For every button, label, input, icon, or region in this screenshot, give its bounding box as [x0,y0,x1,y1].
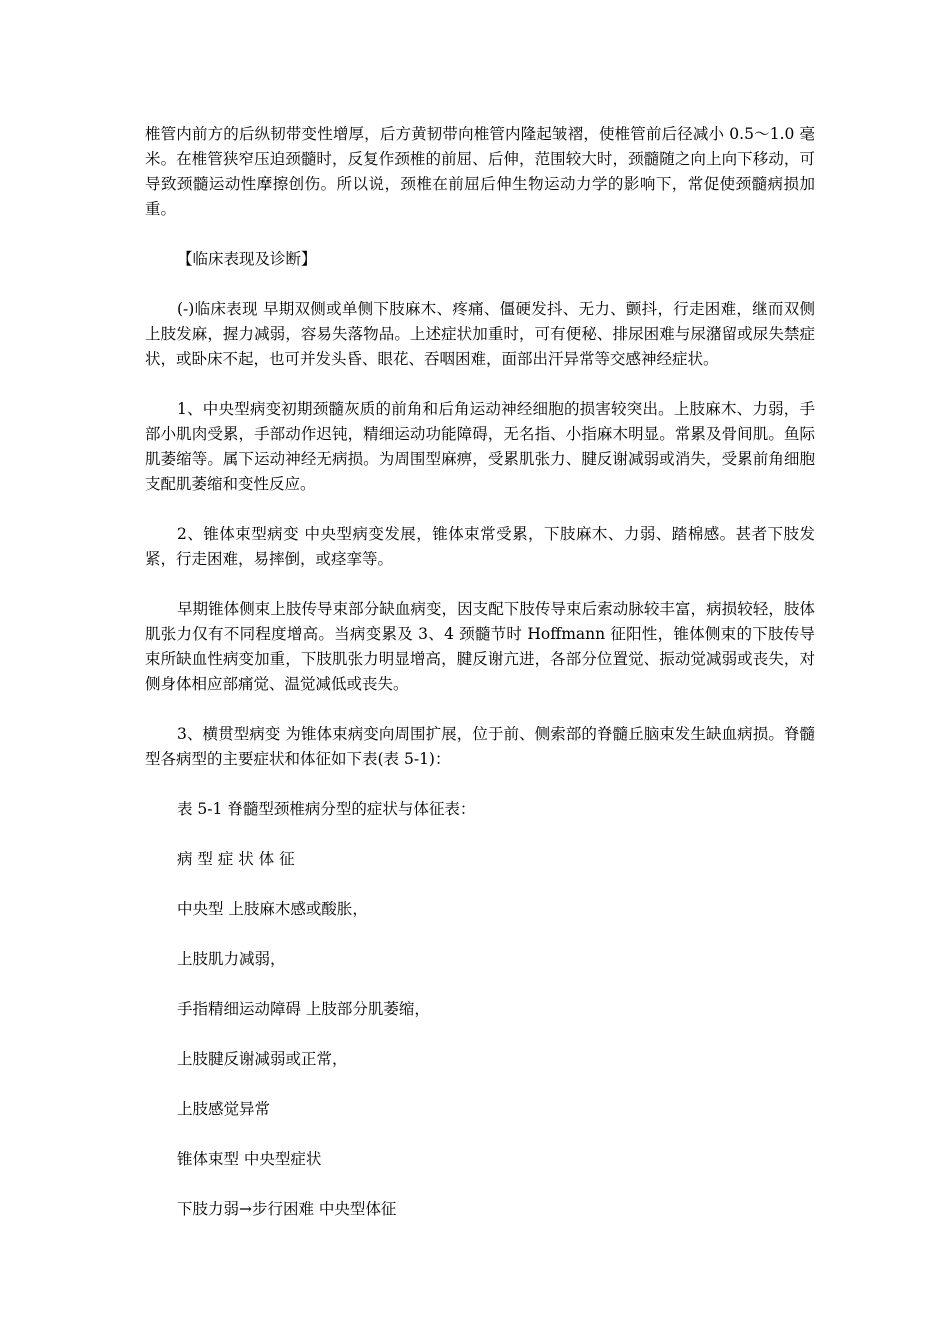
paragraph-transverse-type: 3、横贯型病变 为锥体束病变向周围扩展，位于前、侧索部的脊髓丘脑束发生缺血病损。脊髓型各病型的主要症状和体征如下表(表 5-1)： [145,725,815,768]
table-line: 下肢力弱→步行困难 中央型体征 [177,1200,397,1218]
paragraph-clinical: (-)临床表现 早期双侧或单侧下肢麻木、疼痛、僵硬发抖、无力、颤抖，行走困难，继而双侧上肢发麻，握力减弱，容易失落物品。上述症状加重时，可有便秘、排尿困难与尿潴留或尿失禁症状，或卧床不起，也可并发头昏、眼花、吞咽困难，面部出汗异常等交感神经症状。 [145,300,815,368]
paragraph-pyramidal-type: 2、锥体束型病变 中央型病变发展，锥体束常受累，下肢麻木、力弱、踏棉感。甚者下肢发紧，行走困难，易摔倒，或痉挛等。 [145,525,815,568]
table-line: 上肢感觉异常 [177,1100,271,1118]
table-caption: 表 5-1 脊髓型颈椎病分型的症状与体征表： [177,800,476,818]
table-line: 病 型 症 状 体 征 [177,850,295,868]
table-line: 上肢腱反谢减弱或正常， [177,1050,348,1068]
paragraph-1: 椎管内前方的后纵韧带变性增厚，后方黄韧带向椎管内隆起皱褶，使椎管前后径减小 0.5～1.0 毫米。在椎管狭窄压迫颈髓时，反复作颈椎的前屈、后伸，范围较大时，颈髓随之向上向下移动，可导致颈髓运动性摩擦创伤。所以说，颈椎在前屈后伸生物运动力学的影响下，常促使颈髓病损加重。 [145,125,815,218]
section-heading: 【临床表现及诊断】 [177,250,317,268]
paragraph-central-type: 1、中央型病变初期颈髓灰质的前角和后角运动神经细胞的损害较突出。上肢麻木、力弱，手部小肌肉受累，手部动作迟钝，精细运动功能障碍，无名指、小指麻木明显。常累及骨间肌。鱼际肌萎缩等。属下运动神经无病损。为周围型麻痹，受累肌张力、腱反谢减弱或消失，受累前角细胞支配肌萎缩和变性反应。 [145,400,815,493]
table-line: 手指精细运动障碍 上肢部分肌萎缩， [177,1000,430,1018]
paragraph-early-pyramidal: 早期锥体侧束上肢传导束部分缺血病变，因支配下肢传导束后索动脉较丰富，病损较轻，肢体肌张力仅有不同程度增高。当病变累及 3、4 颈髓节时 Hoffmann 征阳性，锥体侧束的下肢传导束所缺血性病变加重，下肢肌张力明显增高，腱反谢亢进，各部分位置觉、振动觉减弱或丧失，对侧身体相应部痛觉、温觉减低或丧失。 [145,600,815,693]
table-line: 中央型 上肢麻木感或酸胀， [177,900,368,918]
document-page [145,122,815,1222]
table-line: 锥体束型 中央型症状 [177,1150,322,1168]
table-line: 上肢肌力减弱， [177,950,286,968]
